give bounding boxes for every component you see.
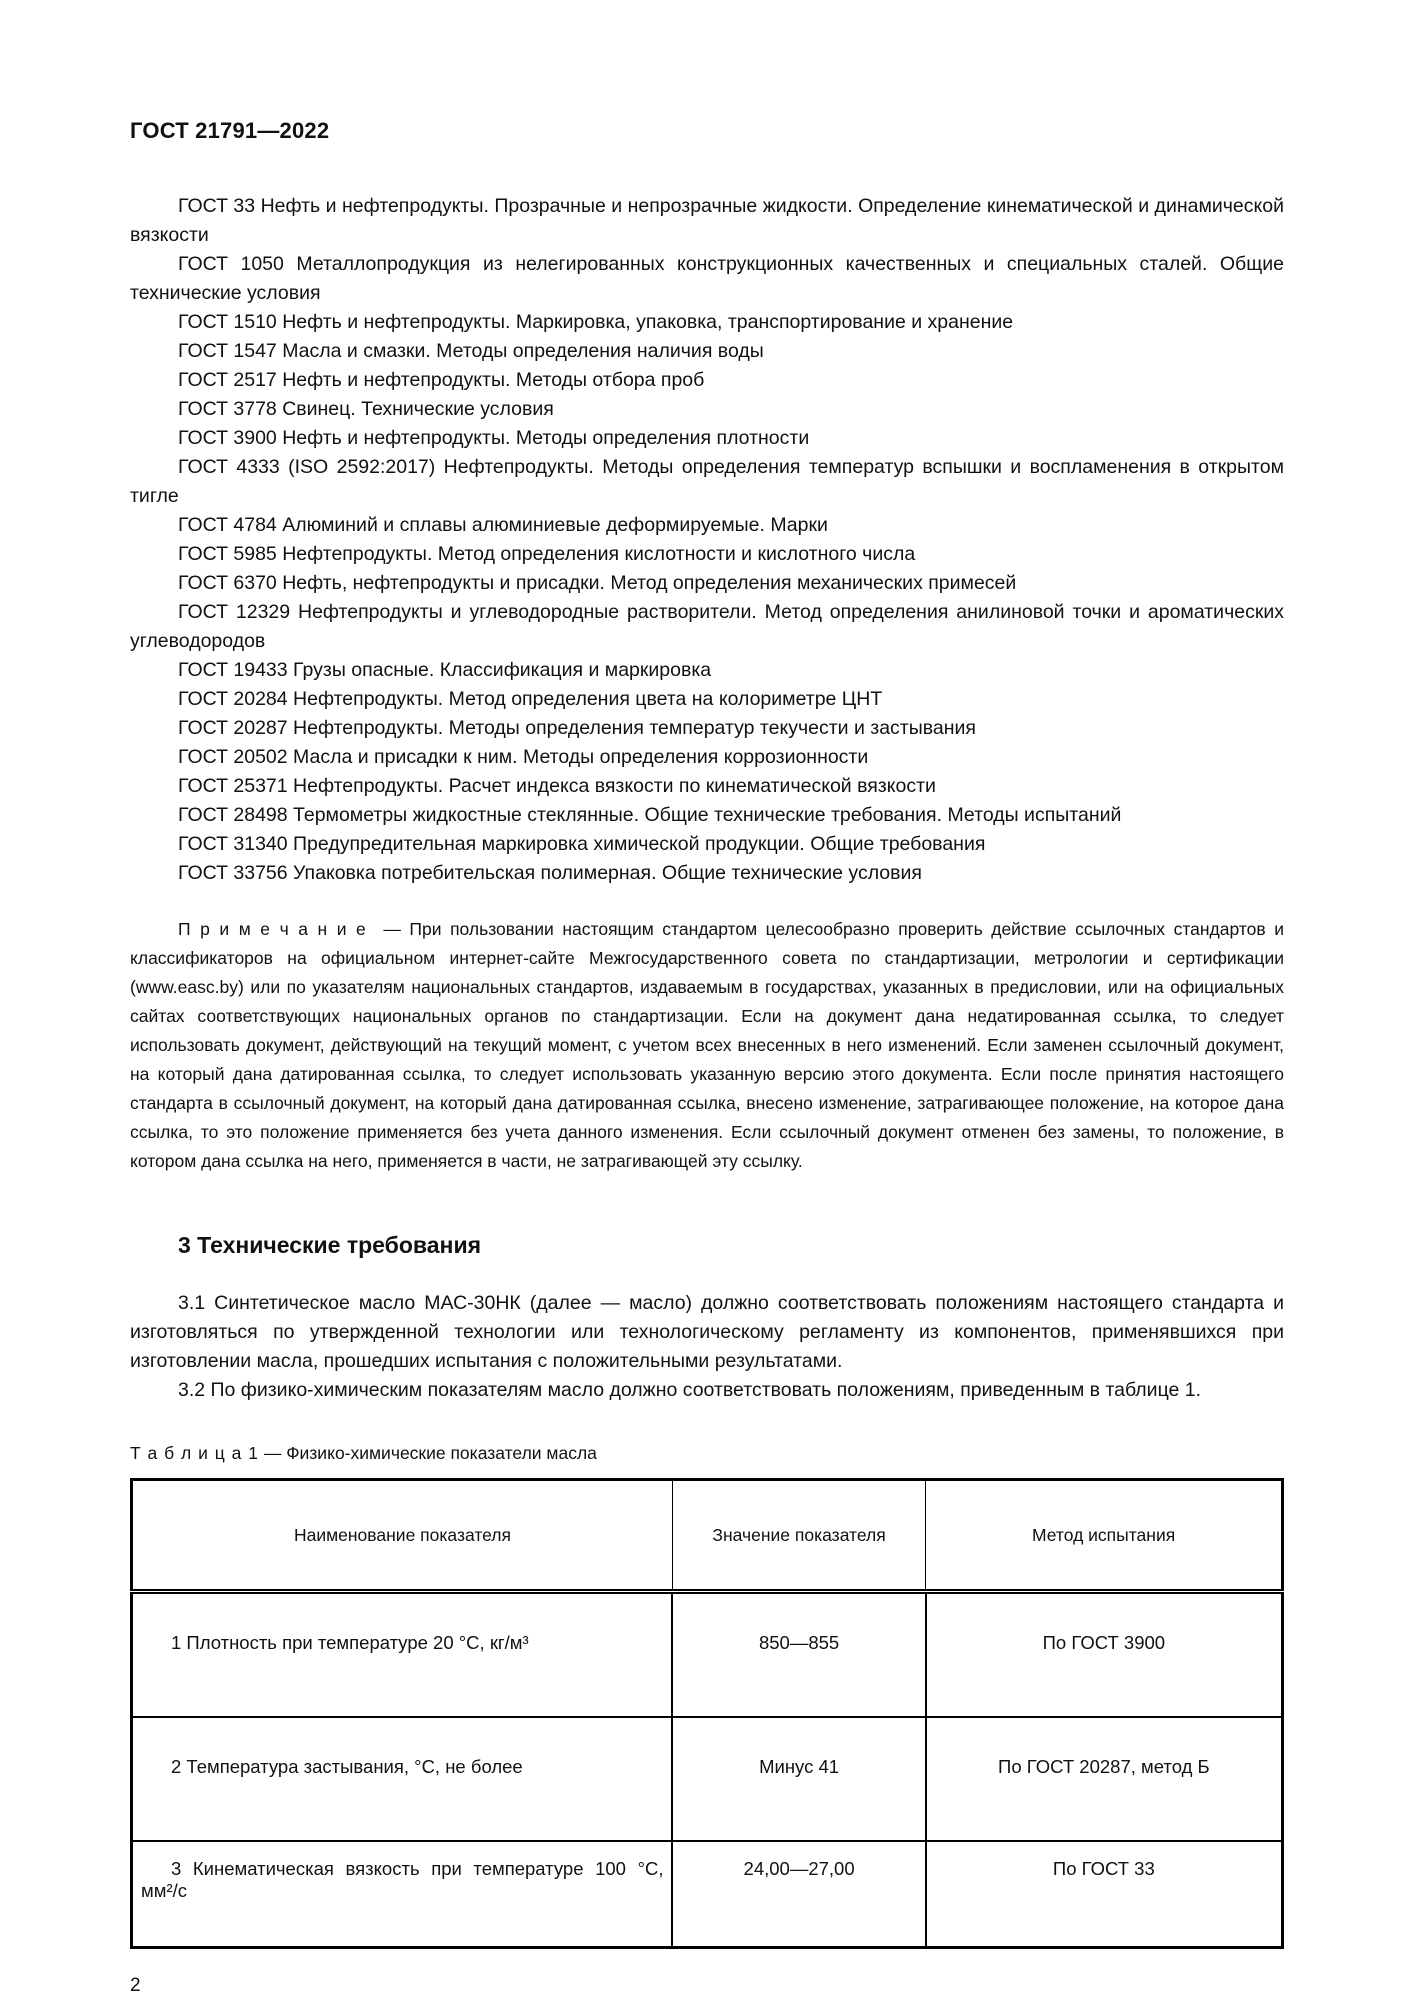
indicator-value-cell: Минус 41 bbox=[672, 1717, 925, 1841]
paragraph-3-1: 3.1 Синтетическое масло МАС-30НК (далее — масло) должно соответствовать положениям настоящего стандарта и изготовляться по утвержденной технологии или технологическому регламенту из компонентов, применявшихся при изготовлении масла, прошедших испытания с положительными результатами. bbox=[130, 1292, 1284, 1372]
reference-item: ГОСТ 20287 Нефтепродукты. Методы определения температур текучести и застывания bbox=[178, 717, 976, 739]
reference-item: ГОСТ 5985 Нефтепродукты. Метод определения кислотности и кислотного числа bbox=[178, 543, 916, 565]
table-caption bbox=[130, 1443, 1284, 1464]
reference-item: ГОСТ 3900 Нефть и нефтепродукты. Методы определения плотности bbox=[178, 427, 810, 449]
test-method-cell: По ГОСТ 20287, метод Б bbox=[926, 1717, 1283, 1841]
table-row bbox=[132, 1841, 1283, 1948]
reference-item: ГОСТ 2517 Нефть и нефтепродукты. Методы отбора проб bbox=[178, 369, 705, 391]
reference-item: ГОСТ 1050 Металлопродукция из нелегированных конструкционных качественных и специальных сталей. Общие технические условия bbox=[130, 253, 1284, 304]
reference-item: ГОСТ 6370 Нефть, нефтепродукты и присадки. Метод определения механических примесей bbox=[178, 572, 1017, 594]
table-header-row bbox=[132, 1480, 1283, 1592]
note-label: П р и м е ч а н и е bbox=[178, 919, 367, 939]
reference-item: ГОСТ 33 Нефть и нефтепродукты. Прозрачные и непрозрачные жидкости. Определение кинематической и динамической вязкости bbox=[130, 195, 1284, 246]
reference-item: ГОСТ 20284 Нефтепродукты. Метод определения цвета на колориметре ЦНТ bbox=[178, 688, 883, 710]
test-method-cell: По ГОСТ 33 bbox=[926, 1841, 1283, 1948]
reference-item: ГОСТ 19433 Грузы опасные. Классификация и маркировка bbox=[178, 659, 712, 681]
usage-note bbox=[130, 915, 1284, 1176]
reference-item: ГОСТ 3778 Свинец. Технические условия bbox=[178, 398, 554, 420]
indicator-name-cell: 3 Кинематическая вязкость при температуре 100 °С, мм²/с bbox=[132, 1841, 673, 1948]
reference-item: ГОСТ 20502 Масла и присадки к ним. Методы определения коррозионности bbox=[178, 746, 869, 768]
indicator-value-cell: 850—855 bbox=[672, 1592, 925, 1718]
reference-item: ГОСТ 12329 Нефтепродукты и углеводородные растворители. Метод определения анилиновой точки и ароматических углеводородов bbox=[130, 601, 1284, 652]
reference-item: ГОСТ 1510 Нефть и нефтепродукты. Маркировка, упаковка, транспортирование и хранение bbox=[178, 311, 1014, 333]
reference-item: ГОСТ 4333 (ISO 2592:2017) Нефтепродукты. Методы определения температур вспышки и воспламенения в открытом тигле bbox=[130, 456, 1284, 507]
column-header-name: Наименование показателя bbox=[132, 1480, 673, 1592]
reference-item: ГОСТ 1547 Масла и смазки. Методы определения наличия воды bbox=[178, 340, 764, 362]
document-title: ГОСТ 21791—2022 bbox=[130, 118, 330, 143]
reference-item: ГОСТ 31340 Предупредительная маркировка химической продукции. Общие требования bbox=[178, 833, 986, 855]
indicator-name-cell: 1 Плотность при температуре 20 °С, кг/м³ bbox=[132, 1592, 673, 1718]
column-header-method: Метод испытания bbox=[926, 1480, 1283, 1592]
paragraph-3-2: 3.2 По физико-химическим показателям масло должно соответствовать положениям, приведенным в таблице 1. bbox=[178, 1379, 1202, 1401]
table-caption-label: Т а б л и ц а 1 bbox=[130, 1443, 259, 1463]
table-row bbox=[132, 1717, 1283, 1841]
indicator-name-cell: 2 Температура застывания, °С, не более bbox=[132, 1717, 673, 1841]
reference-item: ГОСТ 4784 Алюминий и сплавы алюминиевые деформируемые. Марки bbox=[178, 514, 828, 536]
table-caption-text: — Физико-химические показатели масла bbox=[263, 1443, 597, 1463]
indicator-value-cell: 24,00—27,00 bbox=[672, 1841, 925, 1948]
references-section bbox=[130, 192, 1284, 888]
reference-item: ГОСТ 25371 Нефтепродукты. Расчет индекса вязкости по кинематической вязкости bbox=[178, 775, 936, 797]
test-method-cell: По ГОСТ 3900 bbox=[926, 1592, 1283, 1718]
page-number: 2 bbox=[130, 1975, 141, 1996]
properties-table bbox=[130, 1478, 1284, 1949]
table-row bbox=[132, 1592, 1283, 1718]
section-heading: 3 Технические требования bbox=[178, 1232, 481, 1258]
reference-item: ГОСТ 28498 Термометры жидкостные стеклянные. Общие технические требования. Методы испытаний bbox=[178, 804, 1122, 826]
column-header-value: Значение показателя bbox=[672, 1480, 925, 1592]
reference-item: ГОСТ 33756 Упаковка потребительская полимерная. Общие технические условия bbox=[178, 862, 922, 884]
note-text: — При пользовании настоящим стандартом целесообразно проверить действие ссылочных стандартов и классификаторов на официальном интернет-сайте Межгосударственного совета по стандартизации, метрологии и сертификации (www.easc.by) или по указателям национальных стандартов, издаваемым в государствах, указанных в предисловии, или на официальных сайтах соответствующих национальных органов по стандартизации. Если на документ дана недатированная ссылка, то следует использовать документ, действующий на текущий момент, с учетом всех внесенных в него изменений. Если заменен ссылочный документ, на который дана датированная ссылка, то следует использовать указанную версию этого документа. Если после принятия настоящего стандарта в ссылочный документ, на который дана датированная ссылка, внесено изменение, затрагивающее положение, на которое дана ссылка, то это положение применяется без учета данного изменения. Если ссылочный документ отменен без замены, то положение, в котором дана ссылка на него, применяется в части, не затрагивающей эту ссылку. bbox=[130, 919, 1284, 1171]
